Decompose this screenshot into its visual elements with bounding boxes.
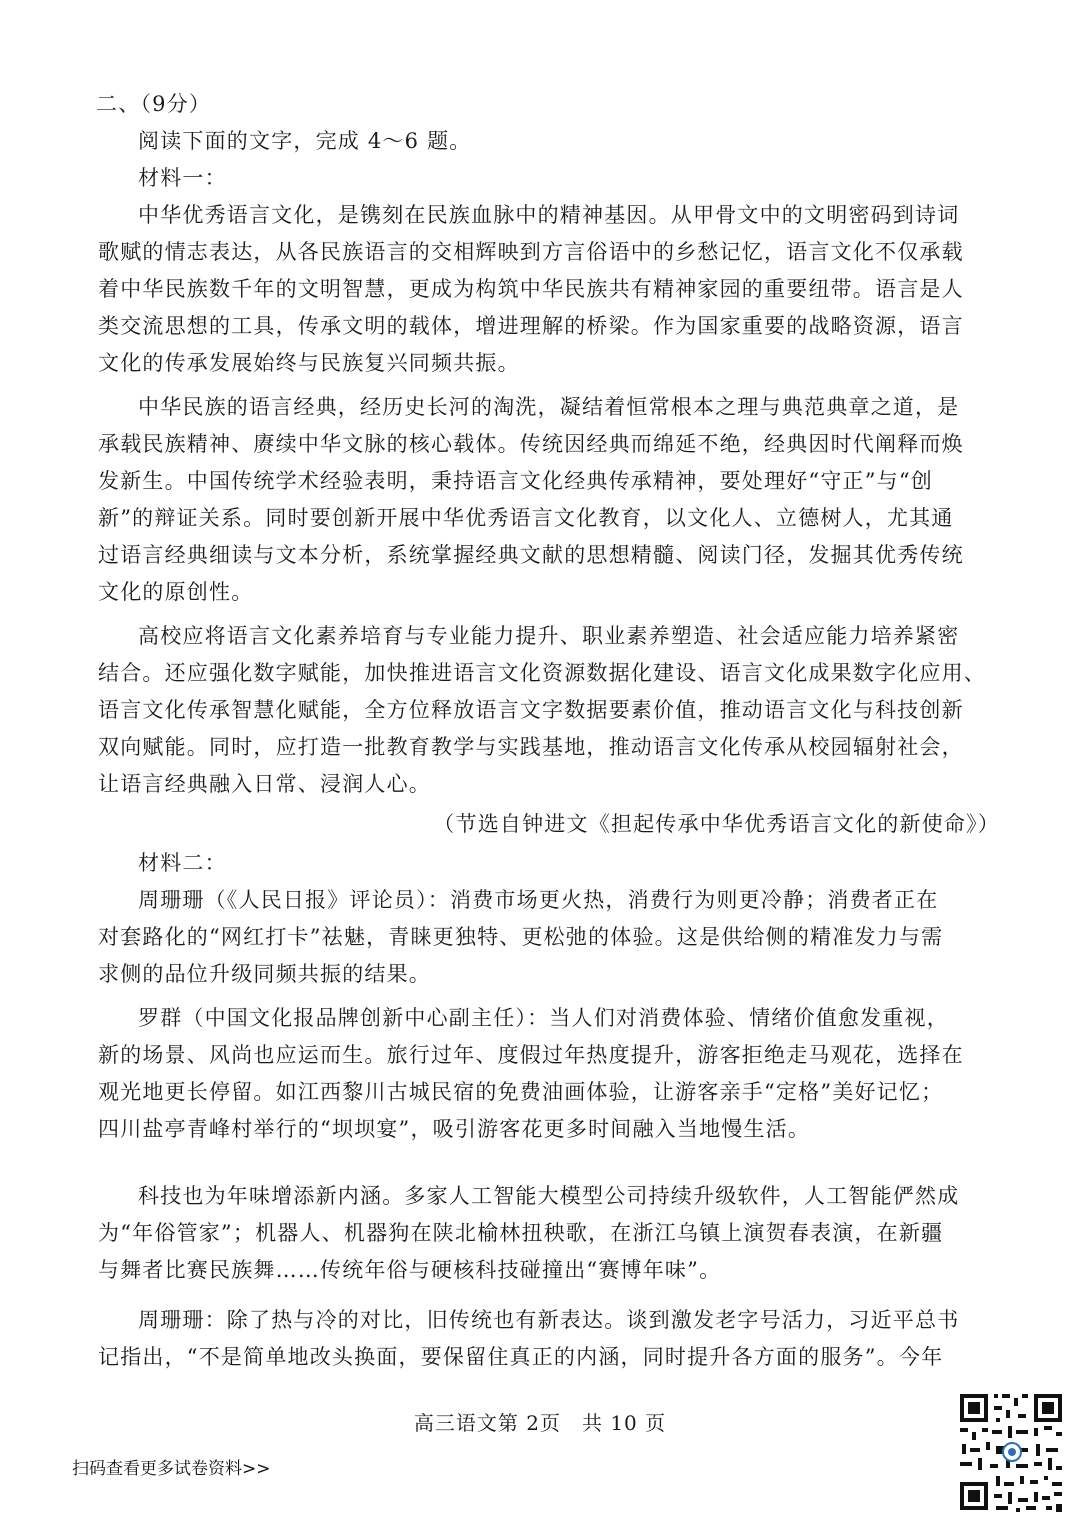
material1-line: 中华民族的语言经典，经历史长河的淘洗，凝结着恒常根本之理与典范典章之道，是 [138,395,960,419]
material1-line: 高校应将语言文化素养培育与专业能力提升、职业素养塑造、社会适应能力培养紧密 [138,624,960,648]
material2-line: 四川盐亭青峰村举行的“坝坝宴”，吸引游客花更多时间融入当地慢生活。 [98,1117,811,1141]
material2-line: 周珊珊（《人民日报》评论员）：消费市场更火热，消费行为则更冷静；消费者正在 [138,888,939,912]
material2-line: 新的场景、风尚也应运而生。旅行过年、度假过年热度提升，游客拒绝走马观花，选择在 [98,1043,964,1067]
material1-source: （节选自钟进文《担起传承中华优秀语言文化的新使命》） [433,812,1000,836]
material2-label: 材料二： [138,851,227,875]
material2-line: 与舞者比赛民族舞……传统年俗与硬核科技碰撞出“赛博年味”。 [98,1258,722,1282]
material1-line: 过语言经典细读与文本分析，系统掌握经典文献的思想精髓、阅读门径，发掘其优秀传统 [98,543,964,567]
material2-line: 记指出，“不是简单地改头换面，要保留住真正的内涵，同时提升各方面的服务”。今年 [98,1345,944,1369]
material1-line: 中华优秀语言文化，是镌刻在民族血脉中的精神基因。从甲骨文中的文明密码到诗词 [138,203,960,227]
material1-line: 文化的原创性。 [98,580,254,604]
page-number: 高三语文第 2页 共 10 页 [413,1411,667,1435]
material1-line: 发新生。中国传统学术经验表明，秉持语言文化经典传承精神，要处理好“守正”与“创 [98,469,934,493]
material1-line: 承载民族精神、赓续中华文脉的核心载体。传统因经典而绵延不绝，经典因时代阐释而焕 [98,432,964,456]
material1-label: 材料一： [138,166,227,190]
material2-line: 观光地更长停留。如江西黎川古城民宿的免费油画体验，让游客亲手“定格”美好记忆； [98,1080,944,1104]
scan-note: 扫码查看更多试卷资料>> [72,1459,271,1479]
material2-line: 周珊珊：除了热与冷的对比，旧传统也有新表达。谈到激发老字号活力，习近平总书 [138,1308,960,1332]
material1-line: 新”的辩证关系。同时要创新开展中华优秀语言文化教育，以文化人、立德树人，尤其通 [98,506,954,530]
material1-line: 文化的传承发展始终与民族复兴同频共振。 [98,351,520,375]
material2-line: 科技也为年味增添新内涵。多家人工智能大模型公司持续升级软件，人工智能俨然成 [138,1184,960,1208]
material2-line: 求侧的品位升级同频共振的结果。 [98,962,431,986]
material1-line: 着中华民族数千年的文明智慧，更成为构筑中华民族共有精神家园的重要纽带。语言是人 [98,277,964,301]
qr-code-icon[interactable] [956,1386,1068,1518]
material1-line: 让语言经典融入日常、浸润人心。 [98,772,431,796]
material2-line: 对套路化的“网红打卡”祛魅，青睐更独特、更松弛的体验。这是供给侧的精准发力与需 [98,925,944,949]
material1-line: 结合。还应强化数字赋能，加快推进语言文化资源数据化建设、语言文化成果数字化应用、 [98,661,986,685]
section-instruction: 阅读下面的文字，完成 4～6 题。 [138,129,472,153]
material2-line: 为“年俗管家”；机器人、机器狗在陕北榆林扭秧歌，在浙江乌镇上演贺春表演，在新疆 [98,1221,944,1245]
material1-line: 类交流思想的工具，传承文明的载体，增进理解的桥梁。作为国家重要的战略资源，语言 [98,314,964,338]
material1-line: 语言文化传承智慧化赋能，全方位释放语言文字数据要素价值，推动语言文化与科技创新 [98,698,964,722]
material1-line: 歌赋的情志表达，从各民族语言的交相辉映到方言俗语中的乡愁记忆，语言文化不仅承载 [98,240,964,264]
section-heading: 二、（9分） [96,92,212,116]
material2-line: 罗群（中国文化报品牌创新中心副主任）：当人们对消费体验、情绪价值愈发重视， [138,1006,949,1030]
material1-line: 双向赋能。同时，应打造一批教育教学与实践基地，推动语言文化传承从校园辐射社会， [98,735,964,759]
